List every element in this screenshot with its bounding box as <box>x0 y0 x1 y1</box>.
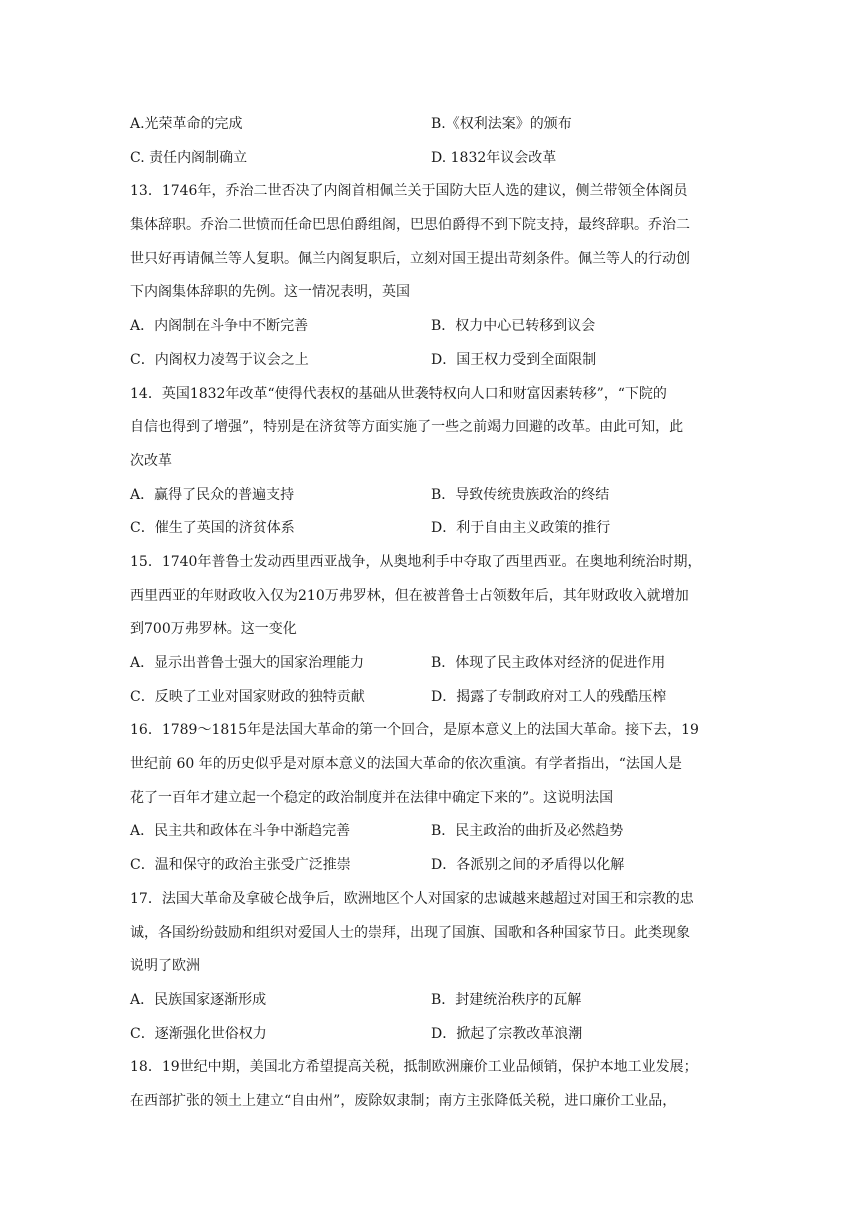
option-row <box>130 310 730 344</box>
question-stem-line: 到700万弗罗林。这一变化 <box>130 621 297 638</box>
option-b: B．权力中心已转移到议会 <box>431 318 596 335</box>
question-13 <box>130 175 730 377</box>
question-stem-line: 15．1740年普鲁士发动西里西亚战争，从奥地利手中夺取了西里西亚。在奥地利统治时期， <box>130 553 702 570</box>
question-stem-line: 集体辞职。乔治二世愤而任命巴思伯爵组阁，巴思伯爵得不到下院支持，最终辞职。乔治二 <box>130 217 690 234</box>
question-stem-line: 16．1789～1815年是法国大革命的第一个回合，是原本意义上的法国大革命。接下去，19 <box>130 722 699 739</box>
question-stem-line: 次改革 <box>130 452 172 469</box>
option-row <box>130 1018 730 1052</box>
option-b: B．封建统治秩序的瓦解 <box>431 991 582 1008</box>
option-c: C．逐渐强化世俗权力 <box>130 1025 267 1042</box>
question-stem-line: 诚，各国纷纷鼓励和组织对爱国人士的崇拜，出现了国旗、国歌和各种国家节日。此类现象 <box>130 924 690 941</box>
option-c: C．反映了工业对国家财政的独特贡献 <box>130 688 365 705</box>
option-b: B．体现了民主政体对经济的促进作用 <box>431 655 666 671</box>
question-stem-line: 17．法国大革命及拿破仑战争后，欧洲地区个人对国家的忠诚越来越超过对国王和宗教的忠 <box>130 890 694 907</box>
option-row <box>130 142 730 176</box>
option-row <box>130 512 730 546</box>
question-stem-line: 下内阁集体辞职的先例。这一情况表明，英国 <box>130 284 410 301</box>
option-c: C．温和保守的政治主张受广泛推崇 <box>130 857 351 874</box>
option-d: D．掀起了宗教改革浪潮 <box>431 1025 583 1042</box>
option-a: A．赢得了民众的普遍支持 <box>130 486 295 503</box>
question-stem-line: 西里西亚的年财政收入仅为210万弗罗林，但在被普鲁士占领数年后，其年财政收入就增加 <box>130 587 689 604</box>
question-stem-line: 13．1746年，乔治二世否决了内阁首相佩兰关于国防大臣人选的建议，侧兰带领全体阁员 <box>130 183 688 200</box>
option-row <box>130 984 730 1018</box>
question-stem-line: 花了一百年才建立起一个稳定的政治制度并在法律中确定下来的”。这说明法国 <box>130 789 614 806</box>
option-b: B．导致传统贵族政治的终结 <box>431 486 610 503</box>
option-c: C. 责任内阁制确立 <box>130 149 248 166</box>
question-16 <box>130 714 730 882</box>
option-d: D．利于自由主义政策的推行 <box>431 520 611 537</box>
option-row <box>130 681 730 715</box>
option-a: A．显示出普鲁士强大的国家治理能力 <box>130 655 365 671</box>
option-d: D．国王权力受到全面限制 <box>431 351 597 368</box>
question-15 <box>130 546 730 714</box>
exam-content <box>130 108 730 1119</box>
option-b: B．民主政治的曲折及必然趋势 <box>431 823 624 840</box>
question-stem-line: 在西部扩张的领土上建立“自由州”，废除奴隶制；南方主张降低关税，进口廉价工业品， <box>130 1092 677 1109</box>
option-row <box>130 647 730 681</box>
option-row <box>130 849 730 883</box>
question-stem-line: 14．英国1832年改革“使得代表权的基础从世袭特权向人口和财富因素转移”，“下院的 <box>130 385 667 402</box>
option-c: C．内阁权力凌驾于议会之上 <box>130 351 309 368</box>
option-row <box>130 479 730 513</box>
option-b: B.《权利法案》的颁布 <box>431 116 572 132</box>
option-c: C．催生了英国的济贫体系 <box>130 520 295 537</box>
option-a: A．内阁制在斗争中不断完善 <box>130 318 309 335</box>
option-d: D. 1832年议会改革 <box>431 149 557 166</box>
question-stem-line: 18．19世纪中期，美国北方希望提高关税，抵制欧洲廉价工业品倾销，保护本地工业发展； <box>130 1059 698 1076</box>
option-a: A．民族国家逐渐形成 <box>130 991 267 1008</box>
option-row <box>130 108 730 142</box>
question-stem-line: 说明了欧洲 <box>130 958 200 975</box>
option-row <box>130 815 730 849</box>
question-stem-line: 世纪前 60 年的历史似乎是对原本意义的法国大革命的依次重演。有学者指出，“法国人是 <box>130 756 682 773</box>
option-d: D．揭露了专制政府对工人的残酷压榨 <box>431 688 667 705</box>
option-a: A．民主共和政体在斗争中渐趋完善 <box>130 823 351 840</box>
option-a: A.光荣革命的完成 <box>130 116 243 132</box>
question-18 <box>130 1051 730 1118</box>
question-14 <box>130 378 730 546</box>
question-17 <box>130 883 730 1051</box>
question-stem-line: 自信也得到了增强”，特别是在济贫等方面实施了一些之前竭力回避的改革。由此可知，此 <box>130 419 684 436</box>
question-stem-line: 世只好再请佩兰等人复职。佩兰内阁复职后，立刻对国王提出苛刻条件。佩兰等人的行动创 <box>130 250 690 267</box>
option-d: D．各派别之间的矛盾得以化解 <box>431 857 625 874</box>
option-row <box>130 344 730 378</box>
